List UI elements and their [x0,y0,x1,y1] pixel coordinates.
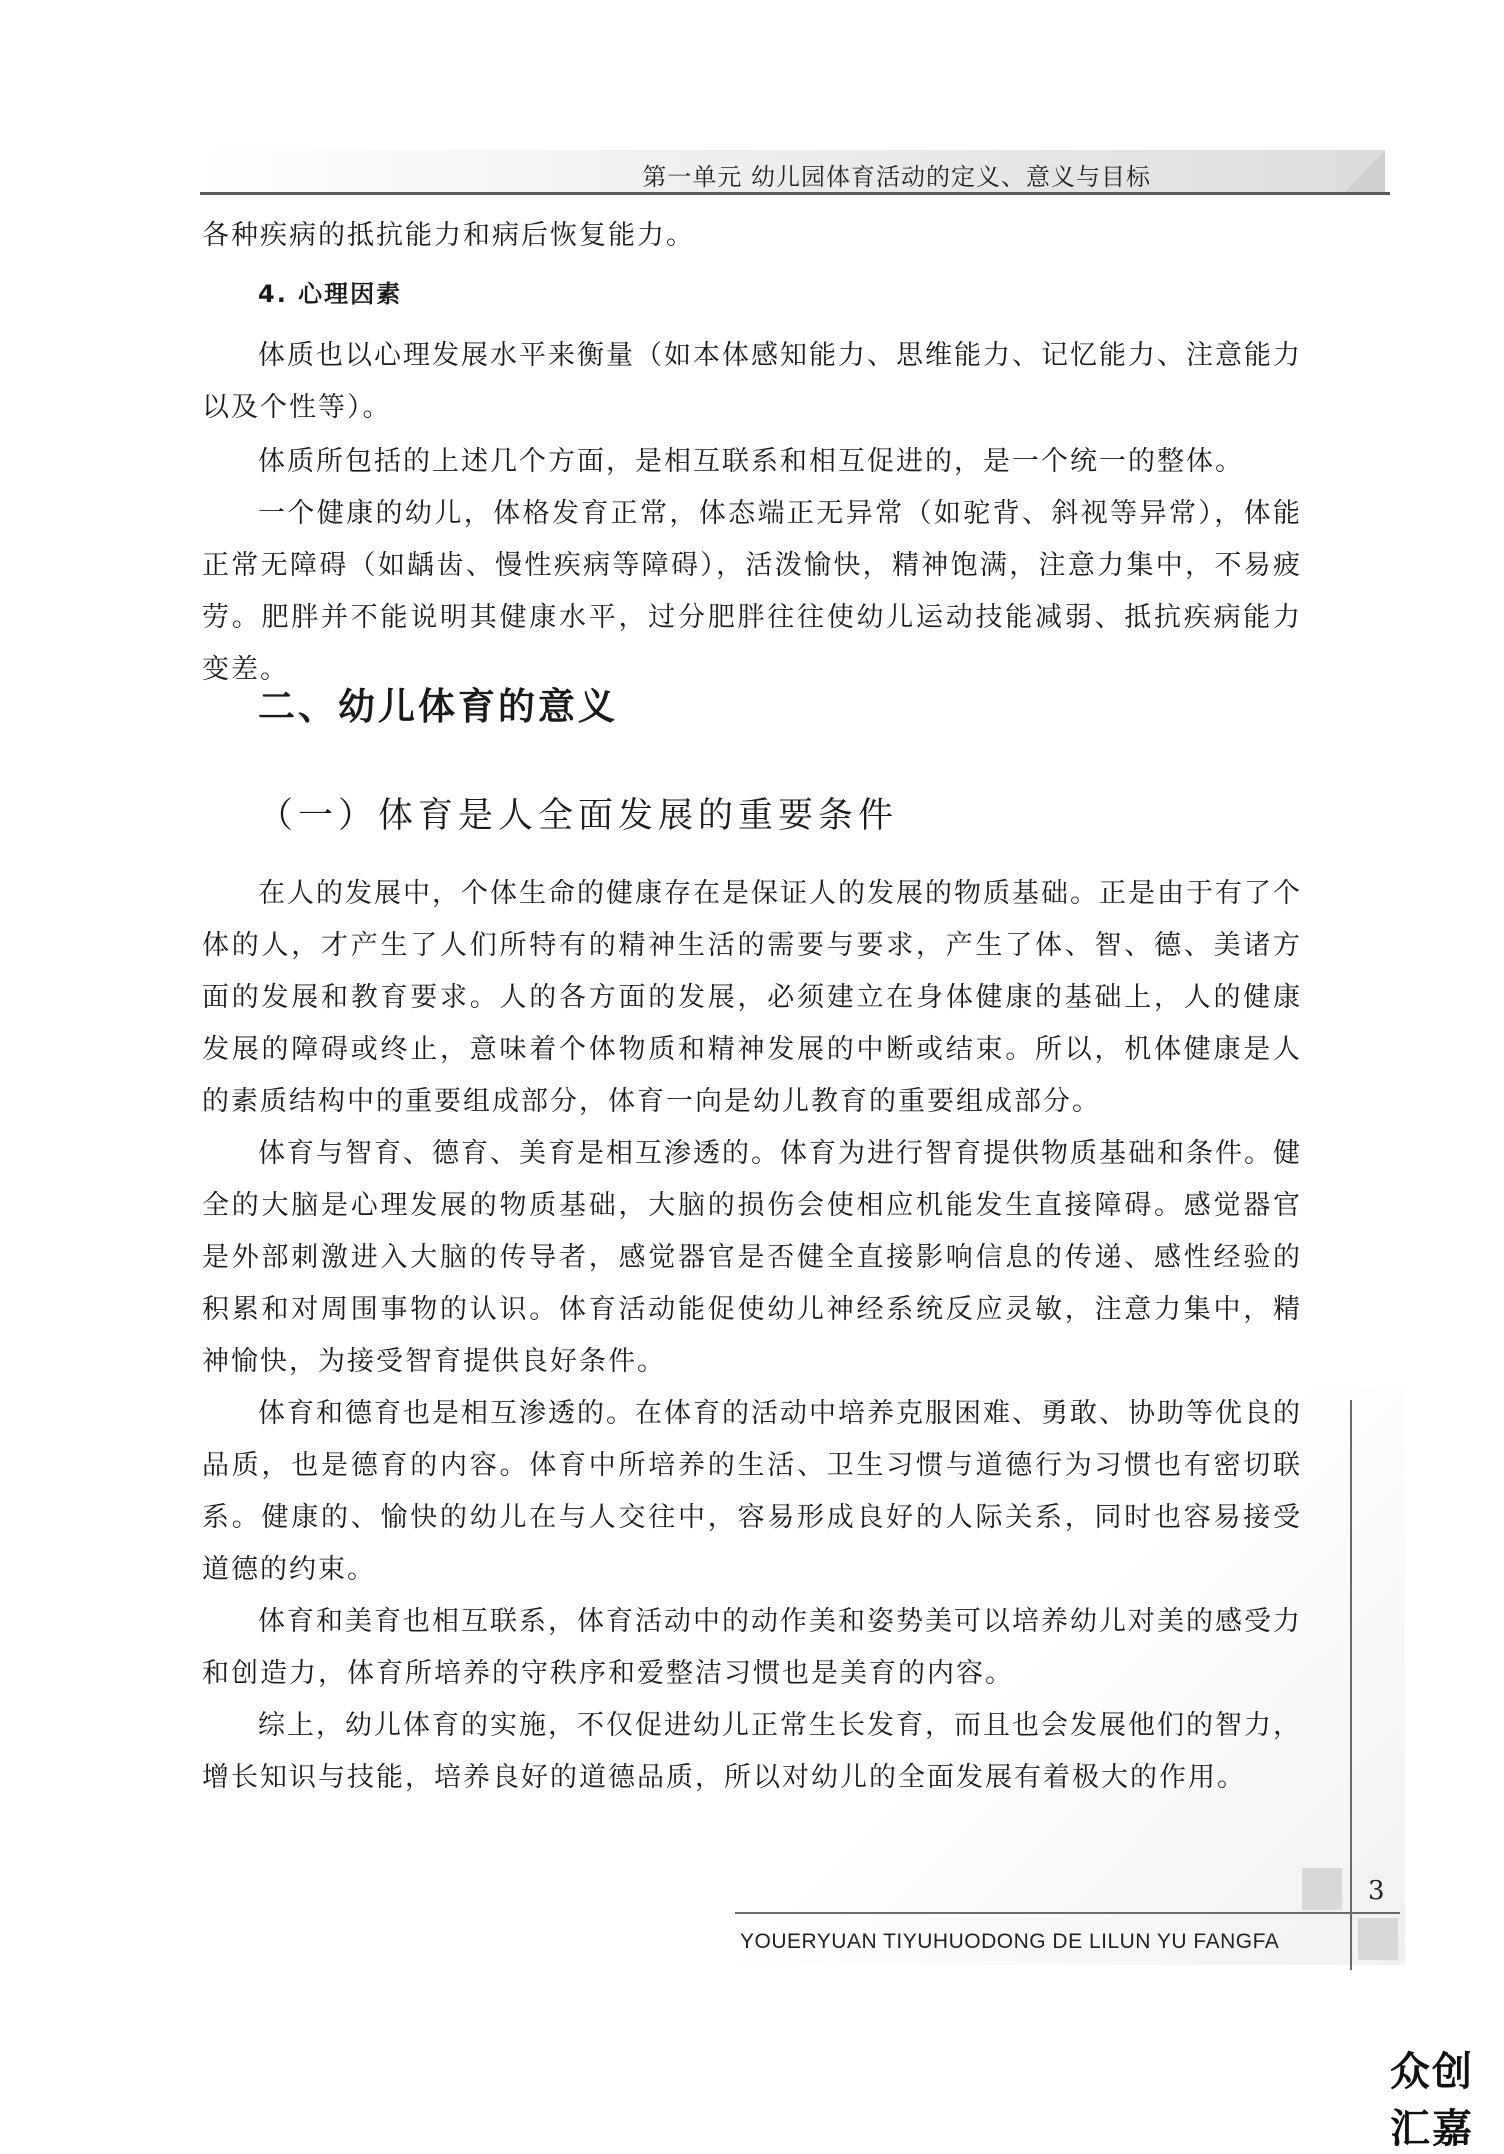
paragraph-aesthetic-education: 体育和美育也相互联系，体育活动中的动作美和姿势美可以培养幼儿对美的感受力和创造力，体育所培养的守秩序和爱整洁习惯也是美育的内容。 [202,1606,1302,1689]
paragraph-moral-education: 体育和德育也是相互渗透的。在体育的活动中培养克服困难、勇敢、协助等优良的品质，也是德育的内容。体育中所培养的生活、卫生习惯与道德行为习惯也有密切联系。健康的、愉快的幼儿在与人交往中，容易形成良好的人际关系，同时也容易接受道德的约束。 [202,1398,1302,1585]
footer-vertical-rule [1350,1400,1352,1970]
paragraph-development-basis: 在人的发展中，个体生命的健康存在是保证人的发展的物质基础。正是由于有了个体的人，才产生了人们所特有的精神生活的需要与要求，产生了体、智、德、美诸方面的发展和教育要求。人的各方面的发展，必须建立在身体健康的基础上，人的健康发展的障碍或终止，意味着个体物质和精神发展的中断或结束。所以，机体健康是人的素质结构中的重要组成部分，体育一向是幼儿教育的重要组成部分。 [202,878,1302,1117]
footer-gray-square [1358,1918,1398,1960]
footer-gray-square [1302,1868,1342,1910]
paragraph-healthy-child: 一个健康的幼儿，体格发育正常，体态端正无异常（如驼背、斜视等异常），体能正常无障碍（如龋齿、慢性疾病等障碍），活泼愉快，精神饱满，注意力集中，不易疲劳。肥胖并不能说明其健康水平，过分肥胖往往使幼儿运动技能减弱、抵抗疾病能力变差。 [202,498,1302,685]
paragraph-intellectual-education: 体育与智育、德育、美育是相互渗透的。体育为进行智育提供物质基础和条件。健全的大脑是心理发展的物质基础，大脑的损伤会使相应机能发生直接障碍。感觉器官是外部刺激进入大脑的传导者，感觉器官是否健全直接影响信息的传递、感性经验的积累和对周围事物的认识。体育活动能促使幼儿神经系统反应灵敏，注意力集中，精神愉快，为接受智育提供良好条件。 [202,1138,1302,1377]
paragraph-psychology: 体质也以心理发展水平来衡量（如本体感知能力、思维能力、记忆能力、注意能力以及个性等）。 [202,340,1302,423]
footer-rule [735,1912,1400,1914]
footer-book-title: YOUERYUAN TIYUHUODONG DE LILUN YU FANGFA [740,1930,1280,1953]
paragraph-unity: 体质所包括的上述几个方面，是相互联系和相互促进的，是一个统一的整体。 [258,446,1244,477]
header-slant-decoration [1345,150,1385,192]
paragraph-carryover: 各种疾病的抵抗能力和病后恢复能力。 [202,220,695,251]
section-heading: 二、幼儿体育的意义 [258,685,618,728]
page-number: 3 [1368,1876,1385,1906]
running-header-title: 第一单元 幼儿园体育活动的定义、意义与目标 [642,163,1151,191]
paragraph-summary: 综上，幼儿体育的实施，不仅促进幼儿正常生长发育，而且也会发展他们的智力，增长知识与技能，培养良好的道德品质，所以对幼儿的全面发展有着极大的作用。 [202,1710,1302,1793]
subsection-heading: （一）体育是人全面发展的重要条件 [258,796,899,836]
subheading-psychological-factors: 4. 心理因素 [258,280,403,308]
watermark-logo: 众创汇嘉 [1390,2049,1474,2152]
header-rule [200,192,1390,195]
